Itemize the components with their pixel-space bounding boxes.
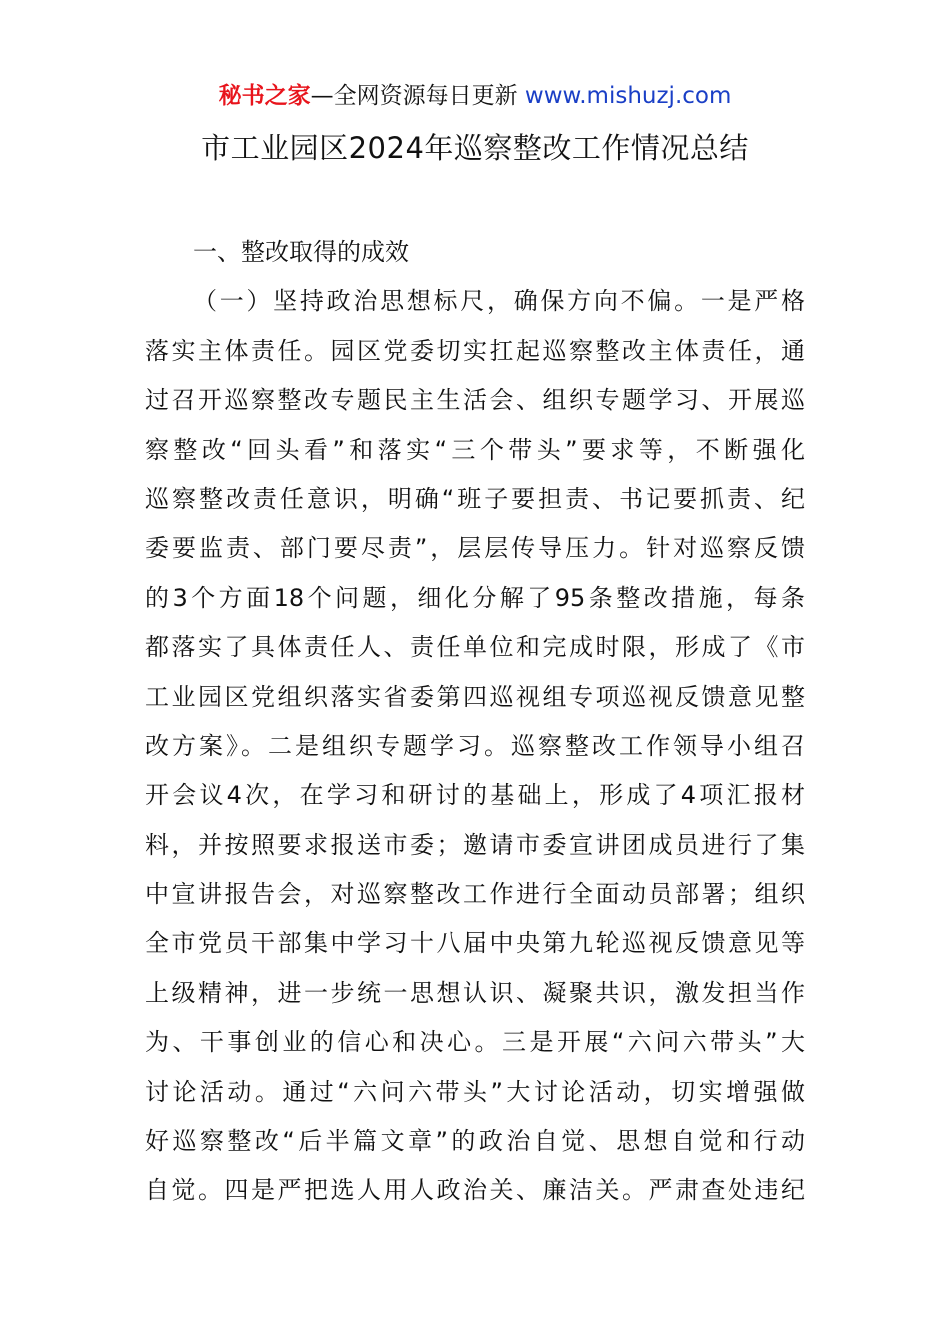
paragraph-line: 为、干事创业的信心和决心。三是开展“六问六带头”大 xyxy=(145,1028,805,1057)
paragraph-line: 上级精神，进一步统一思想认识、凝聚共识，激发担当作 xyxy=(145,978,805,1007)
paragraph-line: 巡察整改责任意识，明确“班子要担责、书记要抓责、纪 xyxy=(145,484,805,513)
paragraph-line: 改方案》。二是组织专题学习。巡察整改工作领导小组召 xyxy=(145,731,805,760)
section-heading: 一、整改取得的成效 xyxy=(193,238,409,266)
paragraph-line: 料，并按照要求报送市委；邀请市委宣讲团成员进行了集 xyxy=(145,830,805,859)
site-url-link[interactable]: www.mishuzj.com xyxy=(524,83,732,109)
paragraph-line: 开会议4次，在学习和研讨的基础上，形成了4项汇报材 xyxy=(145,781,805,810)
paragraph-line: 工业园区党组织落实省委第四巡视组专项巡视反馈意见整 xyxy=(145,682,805,711)
paragraph-line: 都落实了具体责任人、责任单位和完成时限，形成了《市 xyxy=(145,633,805,662)
paragraph-line: 的3个方面18个问题，细化分解了95条整改措施，每条 xyxy=(145,583,805,612)
brand-name: 秘书之家 xyxy=(218,83,311,109)
paragraph-line: 中宣讲报告会，对巡察整改工作进行全面动员部署；组织 xyxy=(145,880,805,909)
paragraph-line: 好巡察整改“后半篇文章”的政治自觉、思想自觉和行动 xyxy=(145,1127,805,1156)
paragraph-line: 全市党员干部集中学习十八届中央第九轮巡视反馈意见等 xyxy=(145,929,805,958)
paragraph-line: 讨论活动。通过“六问六带头”大讨论活动，切实增强做 xyxy=(145,1077,805,1106)
paragraph-line: （一）坚持政治思想标尺，确保方向不偏。一是严格 xyxy=(193,287,805,316)
document-title: 市工业园区2024年巡察整改工作情况总结 xyxy=(201,131,749,165)
document-body xyxy=(145,228,805,1216)
paragraph-line: 过召开巡察整改专题民主生活会、组织专题学习、开展巡 xyxy=(145,386,805,415)
header-tagline: —全网资源每日更新 xyxy=(310,83,525,109)
paragraph-line: 自觉。四是严把选人用人政治关、廉洁关。严肃查处违纪 xyxy=(145,1176,805,1205)
paragraph-line: 委要监责、部门要尽责”，层层传导压力。针对巡察反馈 xyxy=(145,534,805,563)
paragraph-line: 察整改“回头看”和落实“三个带头”要求等，不断强化 xyxy=(145,435,805,464)
watermark-header xyxy=(0,80,950,112)
paragraph-line: 落实主体责任。园区党委切实扛起巡察整改主体责任，通 xyxy=(145,336,805,365)
